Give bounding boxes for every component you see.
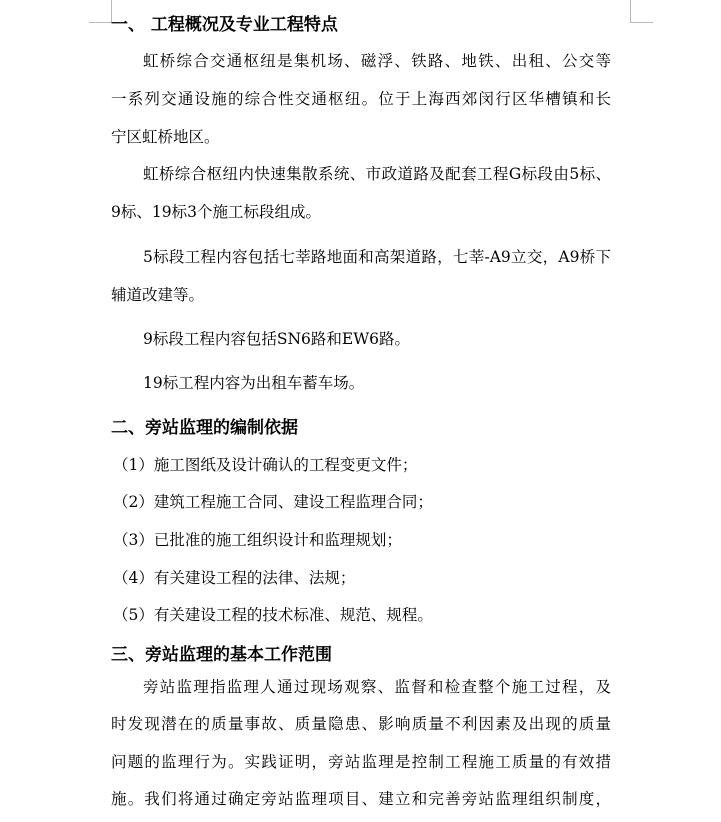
list-item: （2）建筑工程施工合同、建设工程监理合同； xyxy=(113,493,433,511)
list-item: （4）有关建设工程的法律、法规； xyxy=(113,569,356,587)
paragraph-line: 9标、19标3个施工标段组成。 xyxy=(111,203,321,221)
paragraph-line: 辅道改建等。 xyxy=(111,286,205,304)
crop-mark-top-left xyxy=(89,0,112,23)
section-heading: 二、旁站监理的编制依据 xyxy=(111,418,298,438)
paragraph-line: 虹桥综合交通枢纽是集机场、磁浮、铁路、地铁、出租、公交等 xyxy=(143,52,611,70)
paragraph-line: 9标段工程内容包括SN6路和EW6路。 xyxy=(143,330,411,348)
paragraph-line: 虹桥综合枢纽内快速集散系统、市政道路及配套工程G标段由5标、 xyxy=(143,165,611,183)
paragraph-line: 5标段工程内容包括七莘路地面和高架道路，七莘-A9立交，A9桥下 xyxy=(143,248,611,266)
paragraph-line: 问题的监理行为。实践证明，旁站监理是控制工程施工质量的有效措 xyxy=(111,753,611,771)
paragraph-line: 19标工程内容为出租车蓄车场。 xyxy=(143,374,365,392)
paragraph-line: 宁区虹桥地区。 xyxy=(111,128,220,146)
paragraph-line: 旁站监理指监理人通过现场观察、监督和检查整个施工过程，及 xyxy=(143,678,611,696)
list-item: （5）有关建设工程的技术标准、规范、规程。 xyxy=(113,606,433,624)
list-item: （3）已批准的施工组织设计和监理规划； xyxy=(113,531,402,549)
section-heading: 三、旁站监理的基本工作范围 xyxy=(111,645,332,665)
section-heading: 一、 工程概况及专业工程特点 xyxy=(111,15,338,35)
paragraph-line: 一系列交通设施的综合性交通枢纽。位于上海西郊闵行区华槽镇和长 xyxy=(111,90,611,108)
paragraph-line: 时发现潜在的质量事故、质量隐患、影响质量不利因素及出现的质量 xyxy=(111,715,611,733)
list-item: （1）施工图纸及设计确认的工程变更文件； xyxy=(113,456,418,474)
crop-mark-top-right xyxy=(630,0,653,23)
paragraph-line: 施。我们将通过确定旁站监理项目、建立和完善旁站监理组织制度， xyxy=(111,790,611,808)
